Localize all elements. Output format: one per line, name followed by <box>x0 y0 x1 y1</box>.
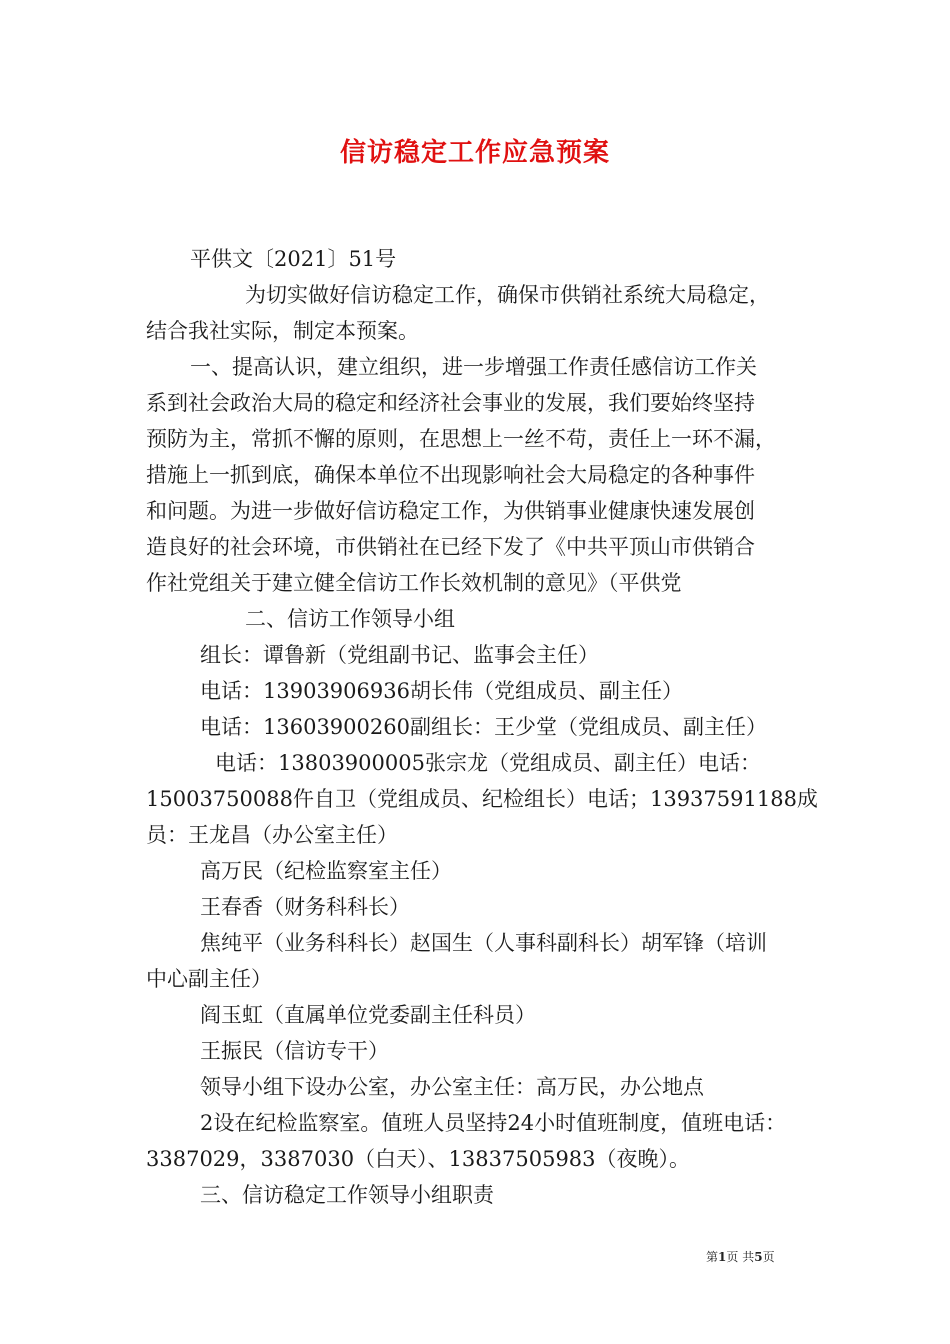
member-line: 电话：13803900005张宗龙（党组成员、副主任）电话： <box>215 751 761 775</box>
member-line: 电话：13903906936胡长伟（党组成员、副主任） <box>200 679 683 703</box>
paragraph-line: 系到社会政治大局的稳定和经济社会事业的发展，我们要始终坚持 <box>146 391 755 415</box>
member-line: 员：王龙昌（办公室主任） <box>146 823 398 847</box>
document-number: 平供文〔2021〕51号 <box>190 247 397 271</box>
member-line: 组长：谭鲁新（党组副书记、监事会主任） <box>200 643 599 667</box>
member-line: 15003750088仵自卫（党组成员、纪检组长）电话；13937591188成 <box>146 787 818 811</box>
footer-middle: 页 共 <box>726 1250 755 1264</box>
paragraph-line: 结合我社实际，制定本预案。 <box>146 319 419 343</box>
section-heading-3: 三、信访稳定工作领导小组职责 <box>200 1183 494 1207</box>
member-line: 王振民（信访专干） <box>200 1039 389 1063</box>
section-heading-2: 二、信访工作领导小组 <box>245 607 455 631</box>
member-line: 阎玉虹（直属单位党委副主任科员） <box>200 1003 536 1027</box>
paragraph-line: 为切实做好信访稳定工作，确保市供销社系统大局稳定， <box>245 283 770 307</box>
paragraph-line: 2设在纪检监察室。值班人员坚持24小时值班制度，值班电话： <box>200 1111 787 1135</box>
paragraph-line: 3387029，3387030（白天）、13837505983（夜晚）。 <box>146 1147 691 1171</box>
paragraph-line: 预防为主，常抓不懈的原则，在思想上一丝不苟，责任上一环不漏， <box>146 427 776 451</box>
member-line: 高万民（纪检监察室主任） <box>200 859 452 883</box>
paragraph-line: 领导小组下设办公室，办公室主任：高万民，办公地点 <box>200 1075 704 1099</box>
document-title: 信访稳定工作应急预案 <box>339 138 610 168</box>
paragraph-line: 和问题。为进一步做好信访稳定工作，为供销事业健康快速发展创 <box>146 499 755 523</box>
member-line: 焦纯平（业务科科长）赵国生（人事科副科长）胡军锋（培训 <box>200 931 767 955</box>
section-heading-1: 一、提高认识，建立组织，进一步增强工作责任感信访工作关 <box>190 355 757 379</box>
paragraph-line: 造良好的社会环境，市供销社在已经下发了《中共平顶山市供销合 <box>146 535 755 559</box>
page-footer <box>706 1248 775 1265</box>
footer-prefix: 第 <box>706 1250 719 1264</box>
total-page-number: 5 <box>754 1250 763 1264</box>
paragraph-line: 措施上一抓到底，确保本单位不出现影响社会大局稳定的各种事件 <box>146 463 755 487</box>
current-page-number: 1 <box>718 1250 727 1264</box>
member-line: 电话：13603900260副组长：王少堂（党组成员、副主任） <box>200 715 767 739</box>
member-line: 中心副主任） <box>146 967 272 991</box>
footer-suffix: 页 <box>762 1250 775 1264</box>
paragraph-line: 作社党组关于建立健全信访工作长效机制的意见》（平供党 <box>146 571 682 595</box>
member-line: 王春香（财务科科长） <box>200 895 410 919</box>
